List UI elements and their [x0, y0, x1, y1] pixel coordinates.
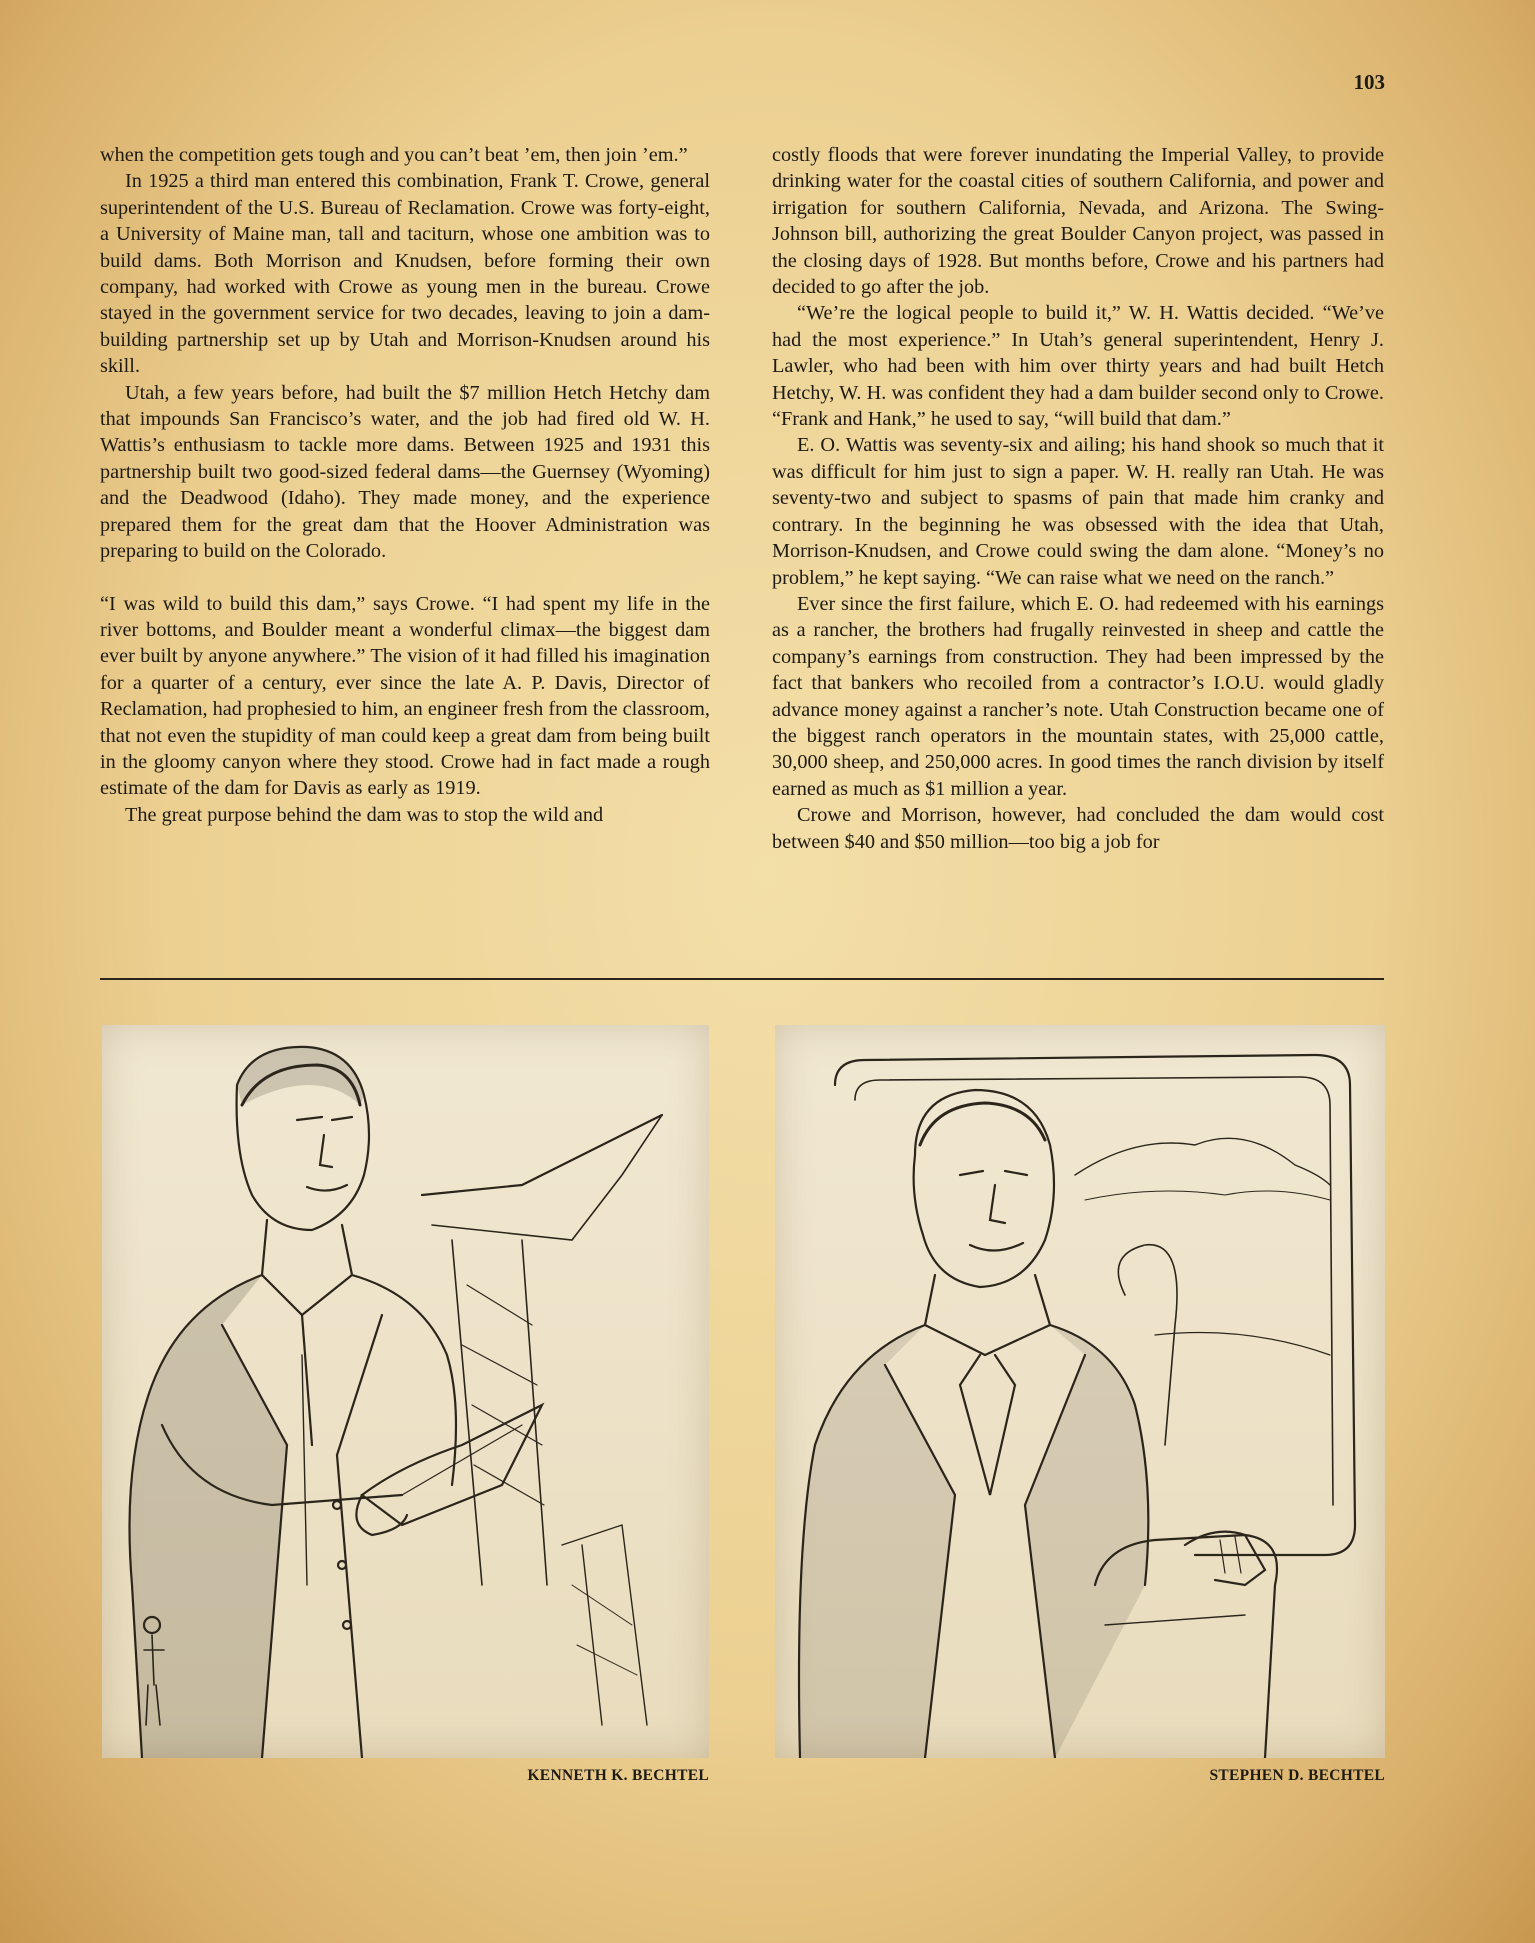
- paragraph: E. O. Wattis was seventy-six and ailing; his hand shook so much that it was difficult for him just to sign a paper. W. H. really ran Utah. He was seventy-two and subject to spasms of pain that made him cranky and contrary. In the beginning he was obsessed with the idea that Utah, Morrison-Knudsen, and Crowe could swing the dam alone. “Money’s no problem,” he kept saying. “We can raise what we need on the ranch.”: [772, 434, 1384, 589]
- right-text-column: [772, 142, 1384, 855]
- portrait-illustration-left: [102, 1025, 709, 1758]
- caption-stephen: STEPHEN D. BECHTEL: [1209, 1767, 1385, 1784]
- left-text-column: [100, 142, 710, 828]
- paragraph: “I was wild to build this dam,” says Crowe. “I had spent my life in the river bottoms, and Boulder meant a wonderful climax—the biggest dam ever built by anyone anywhere.” The vision of it had filled his imagination for a quarter of a century, ever since the late A. P. Davis, Director of Reclamation, had prophesied to him, an engineer fresh from the classroom, that not even the stupidity of man could keep a great dam from being built in the gloomy canyon where they stood. Crowe had in fact made a rough estimate of the dam for Davis as early as 1919.: [100, 592, 710, 800]
- paragraph: when the competition gets tough and you can’t beat ’em, then join ’em.”: [100, 144, 688, 166]
- paragraph: Crowe and Morrison, however, had concluded the dam would cost between $40 and $50 million—too big a job for: [772, 804, 1384, 853]
- portrait-drawing-kenneth: [102, 1025, 709, 1758]
- caption-kenneth: KENNETH K. BECHTEL: [527, 1767, 709, 1784]
- paragraph: In 1925 a third man entered this combination, Frank T. Crowe, general superintendent of the U.S. Bureau of Reclamation. Crowe was forty-eight, a University of Maine man, tall and taciturn, whose one ambition was to build dams. Both Morrison and Knudsen, before forming their own company, had worked with Crowe as young men in the bureau. Crowe stayed in the government service for two decades, leaving to join a dam-building partnership set up by Utah and Morrison-Knudsen around his skill.: [100, 170, 710, 378]
- paragraph: “We’re the logical people to build it,” W. H. Wattis decided. “We’ve had the most experience.” In Utah’s general superintendent, Henry J. Lawler, who had been with him over thirty years and had built Hetch Hetchy, W. H. was confident they had a dam builder second only to Crowe. “Frank and Hank,” he used to say, “will build that dam.”: [772, 302, 1384, 431]
- paragraph: costly floods that were forever inundating the Imperial Valley, to provide drinking water for the coastal cities of southern California, and power and irrigation for southern California, Nevada, and Arizona. The Swing-Johnson bill, authorizing the great Boulder Canyon project, was passed in the closing days of 1928. But months before, Crowe and his partners had decided to go after the job.: [772, 144, 1384, 299]
- portrait-illustration-right: [775, 1025, 1385, 1758]
- paragraph: Ever since the first failure, which E. O. had redeemed with his earnings as a rancher, the brothers had frugally reinvested in sheep and cattle the company’s earnings from construction. They had been impressed by the fact that bankers who recoiled from a contractor’s I.O.U. would gladly advance money against a rancher’s note. Utah Construction became one of the biggest ranch operators in the mountain states, with 25,000 cattle, 30,000 sheep, and 250,000 acres. In good times the ranch division by itself earned as much as $1 million a year.: [772, 592, 1384, 800]
- page-number: 103: [1353, 70, 1385, 94]
- horizontal-divider: [100, 978, 1384, 980]
- portrait-drawing-stephen: [775, 1025, 1385, 1758]
- paragraph: Utah, a few years before, had built the $7 million Hetch Hetchy dam that impounds San Francisco’s water, and the job had fired old W. H. Wattis’s enthusiasm to tackle more dams. Between 1925 and 1931 this partnership built two good-sized federal dams—the Guernsey (Wyoming) and the Deadwood (Idaho). They made money, and the experience prepared them for the great dam that the Hoover Administration was preparing to build on the Colorado.: [100, 381, 710, 563]
- paragraph: The great purpose behind the dam was to stop the wild and: [125, 803, 604, 826]
